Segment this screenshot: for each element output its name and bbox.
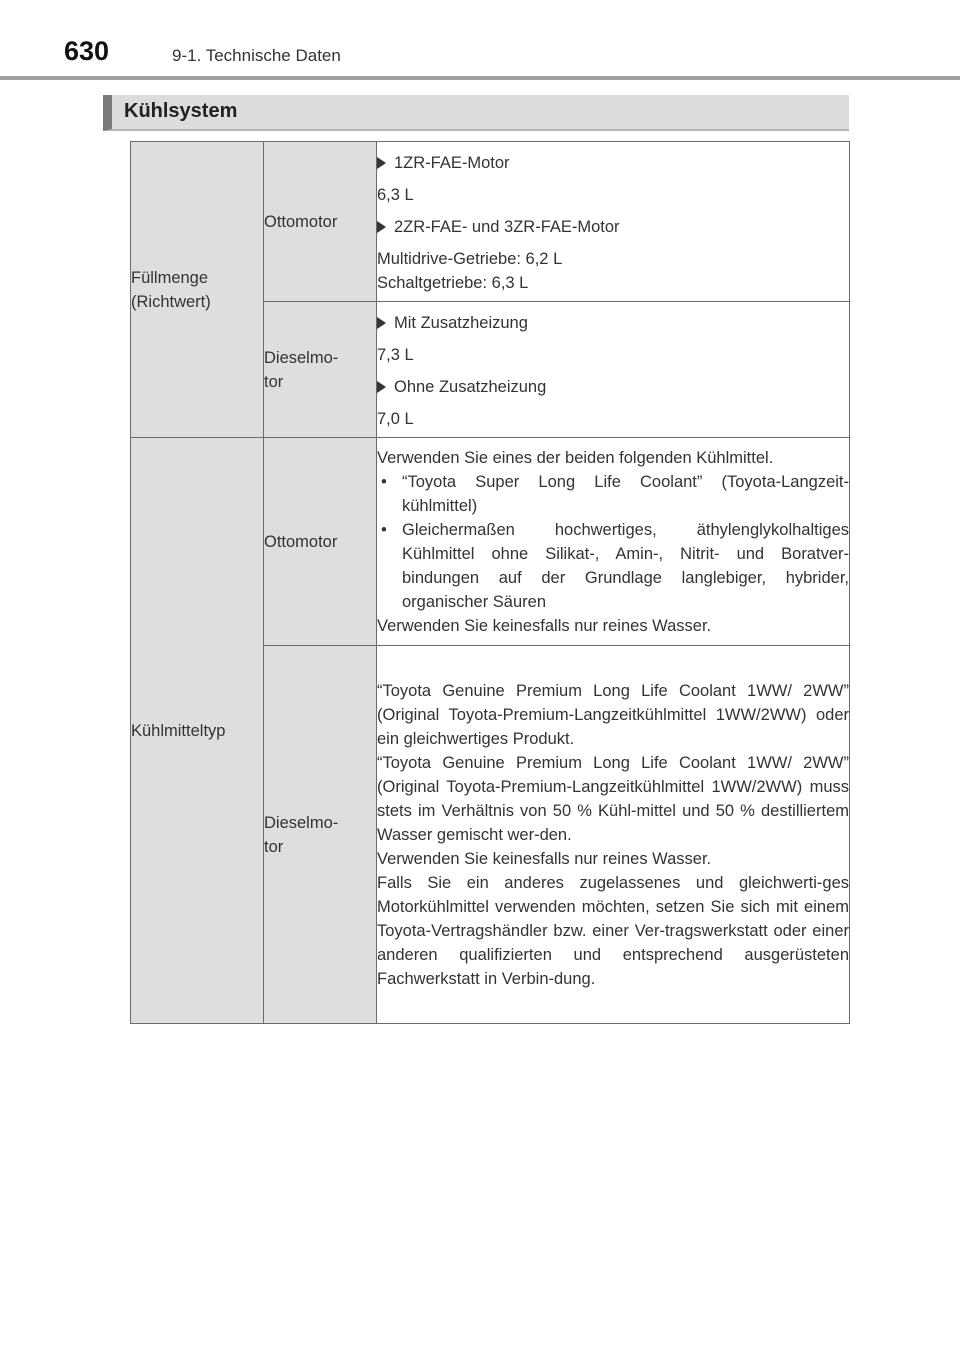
list-item: • Gleichermaßen hochwertiges, äthylenglykolhaltiges Kühlmittel ohne Silikat-, Amin-, Nitrit- und Boratver-bindungen auf der Grundlage langlebiger, hybrider, organischer Säuren xyxy=(377,518,849,614)
fill-value: Schaltgetriebe: 6,3 L xyxy=(377,273,529,292)
fill-value: 7,3 L xyxy=(377,345,414,364)
table-row xyxy=(131,438,850,646)
cooling-spec-table xyxy=(130,141,850,1024)
variant-label: 2ZR-FAE- und 3ZR-FAE-Motor xyxy=(394,217,620,236)
fill-value: Multidrive-Getriebe: 6,2 L xyxy=(377,249,563,268)
list-item xyxy=(377,151,849,175)
fill-label-line2: (Richtwert) xyxy=(131,292,211,311)
coolant-diesel-values xyxy=(377,646,850,1024)
list-item xyxy=(377,311,849,335)
coolant-paragraph: “Toyota Genuine Premium Long Life Coolant 1WW/ 2WW” (Original Toyota-Premium-Langzeitkühlmittel 1WW/2WW) oder ein gleichwertiges Produkt. xyxy=(377,681,849,748)
coolant-intro: Verwenden Sie eines der beiden folgenden Kühlmittel. xyxy=(377,448,774,467)
coolant-paragraph: Falls Sie ein anderes zugelassenes und gleichwerti-ges Motorkühlmittel verwenden möchten, setzen Sie sich mit einem Toyota-Vertragshändler bzw. einer Ver-tragswerkstatt oder einer anderen qualifizierten und entsprechend ausgerüsteten Fachwerkstatt in Verbin-dung. xyxy=(377,873,849,988)
fill-diesel-values xyxy=(377,302,850,438)
variant-label: Mit Zusatzheizung xyxy=(394,313,528,332)
coolant-otto-label xyxy=(264,438,377,646)
coolant-diesel-label-line2: tor xyxy=(264,837,284,856)
fill-value: 6,3 L xyxy=(377,185,414,204)
chapter-title: 9-1. Technische Daten xyxy=(172,46,341,65)
section-title: Kühlsystem xyxy=(124,100,238,122)
triangle-bullet-icon xyxy=(377,157,386,169)
list-item: • “Toyota Super Long Life Coolant” (Toyota-Langzeit-kühlmittel) xyxy=(377,470,849,518)
fill-quantity-label xyxy=(131,142,264,438)
fill-diesel-label xyxy=(264,302,377,438)
triangle-bullet-icon xyxy=(377,381,386,393)
fill-otto-label-text: Ottomotor xyxy=(264,213,338,231)
section-heading xyxy=(103,95,849,131)
fill-diesel-label-line2: tor xyxy=(264,372,284,391)
list-item xyxy=(377,215,849,239)
fill-diesel-label-line1: Dieselmo- xyxy=(264,348,339,367)
page-header xyxy=(0,0,960,82)
coolant-otto-values xyxy=(377,438,850,646)
coolant-type-label-text: Kühlmitteltyp xyxy=(131,721,226,740)
coolant-paragraph: “Toyota Genuine Premium Long Life Coolant 1WW/ 2WW” (Original Toyota-Premium-Langzeitkühlmittel 1WW/2WW) muss stets im Verhältnis von 50 % Kühl-mittel und 50 % destilliertem Wasser gemischt wer-den. xyxy=(377,753,849,844)
triangle-bullet-icon xyxy=(377,221,386,233)
fill-label-line1: Füllmenge xyxy=(131,268,209,287)
coolant-warning: Verwenden Sie keinesfalls nur reines Wasser. xyxy=(377,849,712,868)
coolant-diesel-label xyxy=(264,646,377,1024)
page-number: 630 xyxy=(64,36,110,66)
coolant-warning: Verwenden Sie keinesfalls nur reines Wasser. xyxy=(377,616,712,635)
fill-otto-label xyxy=(264,142,377,302)
coolant-otto-label-text: Ottomotor xyxy=(264,532,338,551)
header-divider xyxy=(0,76,960,80)
coolant-bullet-list xyxy=(377,470,849,614)
triangle-bullet-icon xyxy=(377,317,386,329)
fill-otto-values xyxy=(377,142,850,302)
list-item xyxy=(377,375,849,399)
variant-label: 1ZR-FAE-Motor xyxy=(394,153,510,172)
variant-label: Ohne Zusatzheizung xyxy=(394,377,547,396)
fill-value: 7,0 L xyxy=(377,409,414,428)
coolant-diesel-label-line1: Dieselmo- xyxy=(264,813,339,832)
table-row xyxy=(131,142,850,302)
coolant-type-label xyxy=(131,438,264,1024)
